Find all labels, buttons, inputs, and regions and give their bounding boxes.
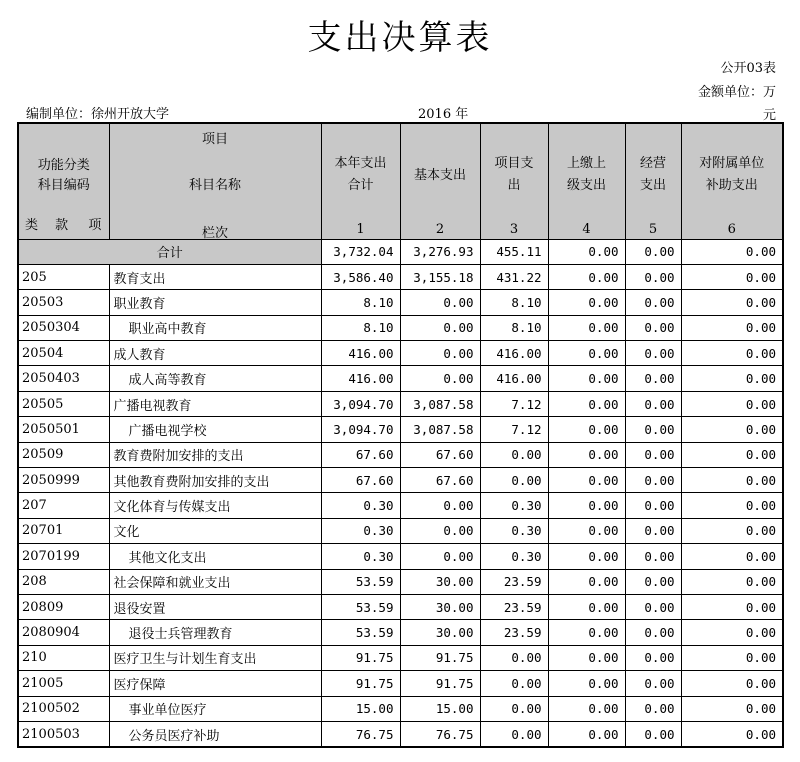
table-row bbox=[18, 544, 783, 569]
header-col-2-num: 2 bbox=[435, 222, 445, 237]
cell-col-6: 0.00 bbox=[681, 493, 783, 518]
cell-col-1: 67.60 bbox=[321, 468, 400, 493]
cell-col-5: 0.00 bbox=[625, 645, 681, 670]
header-col-1-label2: 合计 bbox=[347, 178, 374, 193]
subject-name: 其他教育费附加安排的支出 bbox=[109, 468, 321, 493]
header-col-4-label2: 级支出 bbox=[566, 178, 606, 193]
table-row bbox=[18, 620, 783, 645]
cell-col-3: 0.00 bbox=[480, 468, 548, 493]
cell-col-3: 8.10 bbox=[480, 315, 548, 340]
cell-col-1: 416.00 bbox=[321, 341, 400, 366]
cell-col-4: 0.00 bbox=[548, 341, 625, 366]
cell-col-4: 0.00 bbox=[548, 239, 625, 264]
cell-col-2: 30.00 bbox=[400, 594, 480, 619]
subject-code: 2050501 bbox=[18, 417, 109, 442]
cell-col-4: 0.00 bbox=[548, 645, 625, 670]
cell-col-6: 0.00 bbox=[681, 569, 783, 594]
subject-code: 20509 bbox=[18, 442, 109, 467]
subject-code: 2100503 bbox=[18, 721, 109, 747]
total-label: 合计 bbox=[18, 239, 321, 264]
subject-name: 教育支出 bbox=[109, 264, 321, 289]
cell-col-1: 3,094.70 bbox=[321, 391, 400, 416]
cell-col-1: 91.75 bbox=[321, 645, 400, 670]
cell-col-5: 0.00 bbox=[625, 290, 681, 315]
cell-col-6: 0.00 bbox=[681, 594, 783, 619]
cell-col-5: 0.00 bbox=[625, 493, 681, 518]
cell-col-6: 0.00 bbox=[681, 341, 783, 366]
amount-unit-suffix: 元 bbox=[762, 108, 776, 123]
subject-code: 207 bbox=[18, 493, 109, 518]
header-col-6-num: 6 bbox=[727, 222, 736, 237]
cell-col-2: 3,276.93 bbox=[400, 239, 480, 264]
subject-code: 20503 bbox=[18, 290, 109, 315]
cell-col-2: 0.00 bbox=[400, 341, 480, 366]
cell-col-3: 431.22 bbox=[480, 264, 548, 289]
subject-code: 205 bbox=[18, 264, 109, 289]
cell-col-1: 0.30 bbox=[321, 493, 400, 518]
subject-code: 20701 bbox=[18, 518, 109, 543]
cell-col-5: 0.00 bbox=[625, 721, 681, 747]
cell-col-2: 3,155.18 bbox=[400, 264, 480, 289]
cell-col-5: 0.00 bbox=[625, 620, 681, 645]
cell-col-6: 0.00 bbox=[681, 544, 783, 569]
cell-col-3: 23.59 bbox=[480, 569, 548, 594]
cell-col-6: 0.00 bbox=[681, 671, 783, 696]
cell-col-6: 0.00 bbox=[681, 264, 783, 289]
header-col-3-num: 3 bbox=[509, 222, 519, 237]
subject-code: 210 bbox=[18, 645, 109, 670]
header-xiang: 项 bbox=[88, 218, 102, 233]
subject-name: 广播电视教育 bbox=[109, 391, 321, 416]
cell-col-3: 7.12 bbox=[480, 417, 548, 442]
table-row bbox=[18, 594, 783, 619]
subject-name: 公务员医疗补助 bbox=[109, 721, 321, 747]
header-col-1-label: 本年支出 bbox=[334, 156, 387, 171]
subject-name: 教育费附加安排的支出 bbox=[109, 442, 321, 467]
cell-col-4: 0.00 bbox=[548, 594, 625, 619]
cell-col-1: 15.00 bbox=[321, 696, 400, 721]
cell-col-5: 0.00 bbox=[625, 264, 681, 289]
cell-col-1: 0.30 bbox=[321, 518, 400, 543]
subject-code: 2050403 bbox=[18, 366, 109, 391]
header-col-3 bbox=[480, 123, 548, 239]
cell-col-4: 0.00 bbox=[548, 518, 625, 543]
subject-name: 成人教育 bbox=[109, 341, 321, 366]
cell-col-3: 0.00 bbox=[480, 696, 548, 721]
subject-name: 退役士兵管理教育 bbox=[109, 620, 321, 645]
table-row bbox=[18, 518, 783, 543]
cell-col-1: 3,586.40 bbox=[321, 264, 400, 289]
cell-col-5: 0.00 bbox=[625, 544, 681, 569]
cell-col-4: 0.00 bbox=[548, 544, 625, 569]
header-col-4 bbox=[548, 123, 625, 239]
subject-name: 退役安置 bbox=[109, 594, 321, 619]
subject-name: 社会保障和就业支出 bbox=[109, 569, 321, 594]
cell-col-4: 0.00 bbox=[548, 417, 625, 442]
cell-col-2: 0.00 bbox=[400, 544, 480, 569]
org-label: 编制单位：徐州开放大学 bbox=[26, 107, 170, 122]
cell-col-5: 0.00 bbox=[625, 671, 681, 696]
header-subject-name bbox=[109, 123, 321, 239]
cell-col-3: 0.00 bbox=[480, 721, 548, 747]
cell-col-5: 0.00 bbox=[625, 315, 681, 340]
report-year: 2016 年 bbox=[418, 107, 469, 122]
cell-col-4: 0.00 bbox=[548, 721, 625, 747]
cell-col-2: 67.60 bbox=[400, 442, 480, 467]
cell-col-2: 15.00 bbox=[400, 696, 480, 721]
table-row bbox=[18, 366, 783, 391]
cell-col-6: 0.00 bbox=[681, 468, 783, 493]
cell-col-2: 91.75 bbox=[400, 671, 480, 696]
cell-col-4: 0.00 bbox=[548, 442, 625, 467]
cell-col-5: 0.00 bbox=[625, 239, 681, 264]
subject-name: 其他文化支出 bbox=[109, 544, 321, 569]
cell-col-5: 0.00 bbox=[625, 696, 681, 721]
cell-col-3: 23.59 bbox=[480, 594, 548, 619]
cell-col-1: 53.59 bbox=[321, 620, 400, 645]
cell-col-1: 3,094.70 bbox=[321, 417, 400, 442]
subject-code: 208 bbox=[18, 569, 109, 594]
subject-code: 2100502 bbox=[18, 696, 109, 721]
header-col-5-label: 经营 bbox=[639, 156, 666, 171]
cell-col-5: 0.00 bbox=[625, 341, 681, 366]
cell-col-6: 0.00 bbox=[681, 391, 783, 416]
cell-col-1: 3,732.04 bbox=[321, 239, 400, 264]
cell-col-6: 0.00 bbox=[681, 645, 783, 670]
page-title: 支出决算表 bbox=[307, 18, 493, 58]
cell-col-4: 0.00 bbox=[548, 696, 625, 721]
header-col-2 bbox=[400, 123, 480, 239]
cell-col-4: 0.00 bbox=[548, 620, 625, 645]
cell-col-5: 0.00 bbox=[625, 468, 681, 493]
subject-code: 2080904 bbox=[18, 620, 109, 645]
header-col-6-label: 对附属单位 bbox=[699, 156, 765, 171]
header-lanci: 栏次 bbox=[201, 226, 228, 239]
amount-unit-label: 金额单位：万 bbox=[697, 85, 776, 100]
header-col-4-num: 4 bbox=[582, 222, 591, 237]
header-col-4-label: 上缴上 bbox=[566, 156, 606, 171]
cell-col-4: 0.00 bbox=[548, 391, 625, 416]
cell-col-6: 0.00 bbox=[681, 290, 783, 315]
cell-col-2: 67.60 bbox=[400, 468, 480, 493]
header-subject-name-label: 科目名称 bbox=[188, 178, 241, 193]
subject-name: 事业单位医疗 bbox=[109, 696, 321, 721]
header-func-code bbox=[18, 123, 109, 239]
cell-col-6: 0.00 bbox=[681, 417, 783, 442]
cell-col-3: 8.10 bbox=[480, 290, 548, 315]
cell-col-3: 0.00 bbox=[480, 671, 548, 696]
total-row bbox=[18, 239, 783, 264]
subject-code: 2050304 bbox=[18, 315, 109, 340]
cell-col-2: 76.75 bbox=[400, 721, 480, 747]
table-row bbox=[18, 468, 783, 493]
cell-col-1: 8.10 bbox=[321, 290, 400, 315]
table-row bbox=[18, 645, 783, 670]
header-col-3-label2: 出 bbox=[507, 178, 521, 193]
subject-name: 广播电视学校 bbox=[109, 417, 321, 442]
subject-name: 职业高中教育 bbox=[109, 315, 321, 340]
table-row bbox=[18, 696, 783, 721]
header-lei-kuan-xiang bbox=[19, 214, 109, 233]
cell-col-1: 67.60 bbox=[321, 442, 400, 467]
cell-col-3: 0.30 bbox=[480, 518, 548, 543]
subject-code: 20504 bbox=[18, 341, 109, 366]
subject-code: 20809 bbox=[18, 594, 109, 619]
cell-col-1: 8.10 bbox=[321, 315, 400, 340]
header-col-2-label: 基本支出 bbox=[413, 168, 466, 183]
cell-col-6: 0.00 bbox=[681, 518, 783, 543]
cell-col-2: 0.00 bbox=[400, 493, 480, 518]
cell-col-6: 0.00 bbox=[681, 620, 783, 645]
subject-name: 医疗保障 bbox=[109, 671, 321, 696]
cell-col-5: 0.00 bbox=[625, 594, 681, 619]
cell-col-5: 0.00 bbox=[625, 366, 681, 391]
cell-col-4: 0.00 bbox=[548, 671, 625, 696]
cell-col-3: 0.30 bbox=[480, 544, 548, 569]
cell-col-3: 455.11 bbox=[480, 239, 548, 264]
cell-col-3: 0.30 bbox=[480, 493, 548, 518]
header-kuan: 款 bbox=[55, 218, 69, 233]
table-row bbox=[18, 417, 783, 442]
table-row bbox=[18, 290, 783, 315]
table-row bbox=[18, 569, 783, 594]
cell-col-2: 3,087.58 bbox=[400, 417, 480, 442]
cell-col-4: 0.00 bbox=[548, 290, 625, 315]
cell-col-3: 0.00 bbox=[480, 442, 548, 467]
cell-col-1: 53.59 bbox=[321, 594, 400, 619]
cell-col-2: 0.00 bbox=[400, 315, 480, 340]
cell-col-4: 0.00 bbox=[548, 264, 625, 289]
header-col-1-num: 1 bbox=[356, 222, 365, 237]
table-row bbox=[18, 671, 783, 696]
cell-col-6: 0.00 bbox=[681, 721, 783, 747]
cell-col-4: 0.00 bbox=[548, 468, 625, 493]
cell-col-2: 0.00 bbox=[400, 518, 480, 543]
subject-name: 成人高等教育 bbox=[109, 366, 321, 391]
cell-col-5: 0.00 bbox=[625, 518, 681, 543]
cell-col-1: 91.75 bbox=[321, 671, 400, 696]
subject-name: 医疗卫生与计划生育支出 bbox=[109, 645, 321, 670]
table-row bbox=[18, 493, 783, 518]
header-col-6-label2: 补助支出 bbox=[705, 178, 758, 193]
cell-col-1: 416.00 bbox=[321, 366, 400, 391]
header-func-code-line1: 功能分类 bbox=[37, 158, 90, 173]
cell-col-6: 0.00 bbox=[681, 696, 783, 721]
table-row bbox=[18, 264, 783, 289]
table-row bbox=[18, 442, 783, 467]
table-row bbox=[18, 315, 783, 340]
subject-code: 2050999 bbox=[18, 468, 109, 493]
cell-col-5: 0.00 bbox=[625, 442, 681, 467]
header-col-1 bbox=[321, 123, 400, 239]
header-col-3-label: 项目支 bbox=[494, 156, 534, 171]
cell-col-2: 0.00 bbox=[400, 366, 480, 391]
header-col-5-label2: 支出 bbox=[639, 178, 666, 193]
cell-col-5: 0.00 bbox=[625, 569, 681, 594]
cell-col-3: 0.00 bbox=[480, 645, 548, 670]
doc-code: 公开03表 bbox=[720, 61, 776, 76]
cell-col-6: 0.00 bbox=[681, 366, 783, 391]
cell-col-3: 416.00 bbox=[480, 366, 548, 391]
cell-col-6: 0.00 bbox=[681, 442, 783, 467]
header-col-6 bbox=[681, 123, 783, 239]
cell-col-1: 53.59 bbox=[321, 569, 400, 594]
cell-col-6: 0.00 bbox=[681, 315, 783, 340]
cell-col-2: 30.00 bbox=[400, 620, 480, 645]
cell-col-3: 416.00 bbox=[480, 341, 548, 366]
subject-name: 职业教育 bbox=[109, 290, 321, 315]
header-lei: 类 bbox=[25, 218, 39, 233]
cell-col-1: 76.75 bbox=[321, 721, 400, 747]
cell-col-5: 0.00 bbox=[625, 391, 681, 416]
table-row bbox=[18, 721, 783, 747]
subject-code: 21005 bbox=[18, 671, 109, 696]
subject-code: 20505 bbox=[18, 391, 109, 416]
cell-col-6: 0.00 bbox=[681, 239, 783, 264]
cell-col-3: 7.12 bbox=[480, 391, 548, 416]
cell-col-5: 0.00 bbox=[625, 417, 681, 442]
cell-col-4: 0.00 bbox=[548, 569, 625, 594]
header-func-code-line2: 科目编码 bbox=[37, 178, 90, 193]
cell-col-4: 0.00 bbox=[548, 493, 625, 518]
cell-col-4: 0.00 bbox=[548, 366, 625, 391]
table-row bbox=[18, 341, 783, 366]
subject-code: 2070199 bbox=[18, 544, 109, 569]
header-item: 项目 bbox=[201, 132, 228, 147]
cell-col-2: 0.00 bbox=[400, 290, 480, 315]
cell-col-2: 91.75 bbox=[400, 645, 480, 670]
subject-name: 文化体育与传媒支出 bbox=[109, 493, 321, 518]
cell-col-4: 0.00 bbox=[548, 315, 625, 340]
cell-col-1: 0.30 bbox=[321, 544, 400, 569]
cell-col-2: 3,087.58 bbox=[400, 391, 480, 416]
cell-col-2: 30.00 bbox=[400, 569, 480, 594]
header-col-5 bbox=[625, 123, 681, 239]
table-row bbox=[18, 391, 783, 416]
header-col-5-num: 5 bbox=[648, 222, 658, 237]
cell-col-3: 23.59 bbox=[480, 620, 548, 645]
expenditure-table bbox=[17, 122, 784, 748]
subject-name: 文化 bbox=[109, 518, 321, 543]
